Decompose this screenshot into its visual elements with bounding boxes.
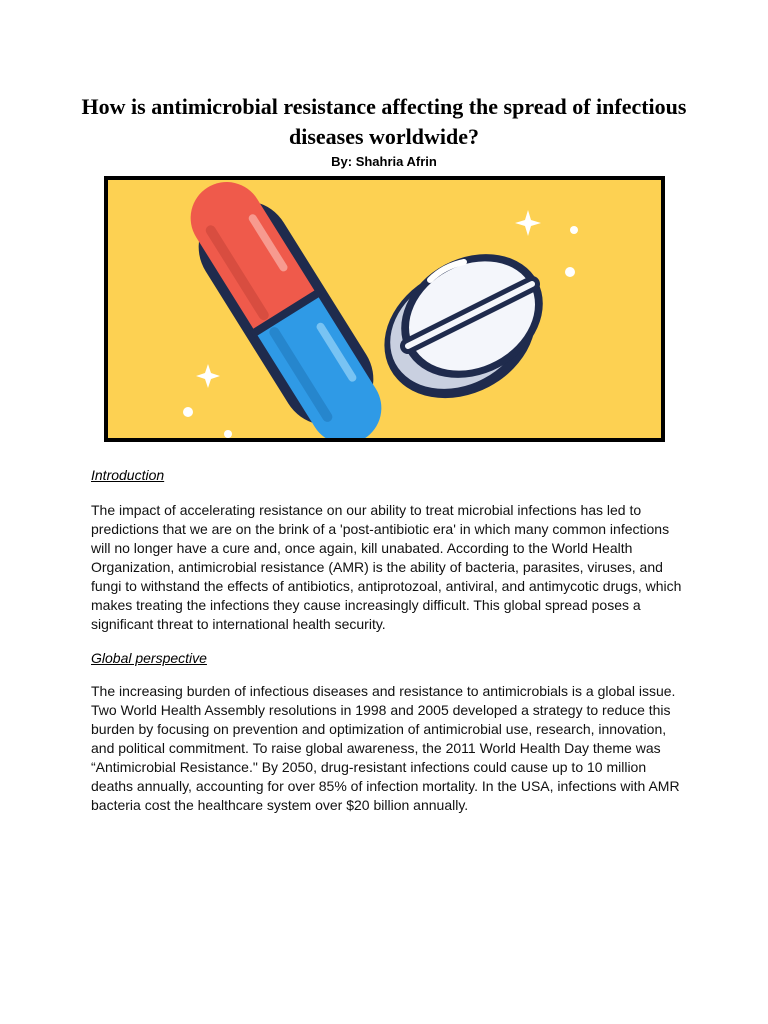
hero-illustration [104, 176, 665, 442]
capsule-icon [169, 180, 404, 438]
author-byline: By: Shahria Afrin [331, 154, 437, 169]
sparkle-icon [183, 364, 232, 438]
section-body-global-perspective: The increasing burden of infectious diseases and resistance to antimicrobials is a global issue. Two World Health Assembly resolutions in 1998 and 2005 developed a strategy to reduce this burden by focusing on prevention and optimization of antimicrobial use, research, innovation, and political commitment. To raise global awareness, the 2011 World Health Day theme was “Antimicrobial Resistance." By 2050, drug-resistant infections could cause up to 10 million deaths annually, accounting for over 85% of infection mortality. In the USA, infections with AMR bacteria cost the healthcare system over $20 billion annually. [91, 683, 680, 813]
tablet-icon [361, 230, 564, 424]
section-body-introduction: The impact of accelerating resistance on our ability to treat microbial infections has led to predictions that we are on the brink of a 'post-antibiotic era' in which many common infections will no longer have a cure and, once again, kill unabated. According to the World Health Organization, antimicrobial resistance (AMR) is the ability of bacteria, parasites, viruses, and fungi to withstand the effects of antibiotics, antiprotozoal, antiviral, and antimycotic drugs, which makes treating the infections they cause increasingly difficult. This global spread poses a significant threat to international health security. [91, 502, 682, 632]
section-heading-global-perspective: Global perspective [91, 650, 207, 666]
page-title: How is antimicrobial resistance affecting the spread of infectious diseases worldwide? [81, 94, 687, 149]
section-heading-introduction: Introduction [91, 467, 165, 483]
